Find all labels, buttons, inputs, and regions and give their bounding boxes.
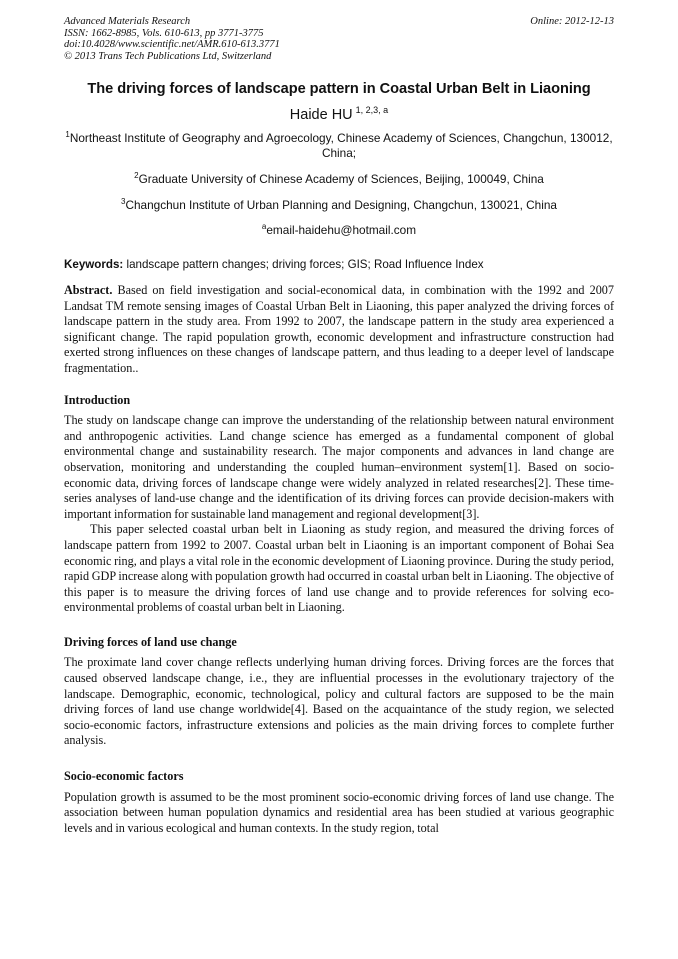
- introduction-paragraph-2: This paper selected coastal urban belt in Liaoning as study region, and measured the driving forces of landscape pattern from 1992 to 2007. Coastal urban belt in Liaoning is an important component of Bohai Sea economic ring, and plays a vital role in the economic development of Liaoning province. During the study period, rapid GDP increase along with population growth had occurred in coastal urban belt in Liaoning. The objective of this paper is to measure the driving forces of land use change and to provide references for solving eco-environmental problems of coastal urban belt in Liaoning.: [64, 522, 614, 615]
- affiliation-3-sup: 3: [120, 197, 126, 206]
- keywords-line: [64, 258, 614, 271]
- email-text: email-haidehu@hotmail.com: [266, 223, 417, 237]
- affiliation-2-sup: 2: [134, 171, 139, 180]
- section-heading-introduction: Introduction: [64, 392, 131, 407]
- online-date: Online: 2012-12-13: [530, 16, 614, 27]
- keywords-text: landscape pattern changes; driving forces; GIS; Road Influence Index: [126, 258, 484, 271]
- introduction-paragraph-1: The study on landscape change can improve the understanding of the relationship between natural environment and anthropogenic activities. Land change science has emerged as a fundamental component of global environmental change and sustainability research. The major components and advances in land change are observation, monitoring and understanding the coupled human–environment system[1]. Based on socio-economic data, driving forces of landscape change were widely analyzed in related researches[2]. These time-series analyses of land-use change and the identification of its driving forces can provide decision-makers with important information for sustainable land management and regional development[3].: [64, 413, 614, 521]
- affiliation-1-sup: 1: [65, 130, 70, 139]
- abstract-text: Based on field investigation and social-economical data, in combination with the 1992 and 2007 Landsat TM remote sensing images of Coastal Urban Belt in Liaoning, this paper analyzed the driving forces of landscape pattern in the study area. From 1992 to 2007, the landscape pattern in the study area experienced a significant change. The rapid population growth, economic development and infrastructure construction had exerted strong influences on these changes of landscape pattern, and thus leading to a deeper level of landscape fragmentation..: [64, 283, 614, 375]
- affiliation-1-text: Northeast Institute of Geography and Agroecology, Chinese Academy of Sciences, Changchun, 130012, China;: [69, 131, 613, 160]
- socio-economic-paragraph: Population growth is assumed to be the most prominent socio-economic driving forces of land use change. The association between human population dynamics and residential area has been studied at various geographic levels and in various ecological and human contexts. In the study region, total: [64, 789, 614, 835]
- abstract-label: Abstract.: [64, 283, 113, 297]
- keywords-label: Keywords:: [64, 258, 124, 271]
- section-heading-socio-economic: Socio-economic factors: [64, 769, 184, 784]
- affiliation-2: [64, 168, 614, 187]
- author-line: [64, 105, 614, 123]
- author-email: [64, 219, 614, 238]
- journal-header: [64, 16, 614, 62]
- affiliation-3: [64, 194, 614, 213]
- doi-line: doi:10.4028/www.scientific.net/AMR.610-613.3771: [64, 39, 280, 50]
- abstract-paragraph: [64, 283, 614, 377]
- section-heading-driving-forces: Driving forces of land use change: [64, 634, 237, 649]
- paper-title: The driving forces of landscape pattern in Coastal Urban Belt in Liaoning: [87, 81, 591, 97]
- affiliation-1: [64, 127, 614, 161]
- affiliation-3-text: Changchun Institute of Urban Planning and Designing, Changchun, 130021, China: [125, 198, 557, 212]
- journal-name: Advanced Materials Research: [64, 16, 191, 27]
- issn-line: ISSN: 1662-8985, Vols. 610-613, pp 3771-3775: [64, 27, 264, 39]
- email-sup: a: [261, 222, 267, 231]
- affiliation-2-text: Graduate University of Chinese Academy of Sciences, Beijing, 100049, China: [138, 172, 544, 186]
- copyright-line: © 2013 Trans Tech Publications Ltd, Switzerland: [64, 50, 272, 62]
- driving-forces-paragraph: The proximate land cover change reflects underlying human driving forces. Driving forces are the forces that caused observed landscape change, i.e., they are influential processes in the evolutionary trajectory of the landscape. Demographic, economic, technological, policy and cultural factors are supposed to be the main driving forces of land use change worldwide[4]. Based on the acquaintance of the study region, we selected socio-economic factors, infrastructure extensions and policies as the main driving forces to complete further analysis.: [64, 655, 614, 748]
- author-name: Haide HU: [289, 107, 353, 123]
- header-left: [64, 16, 280, 62]
- author-sup: 1, 2,3, a: [355, 105, 389, 115]
